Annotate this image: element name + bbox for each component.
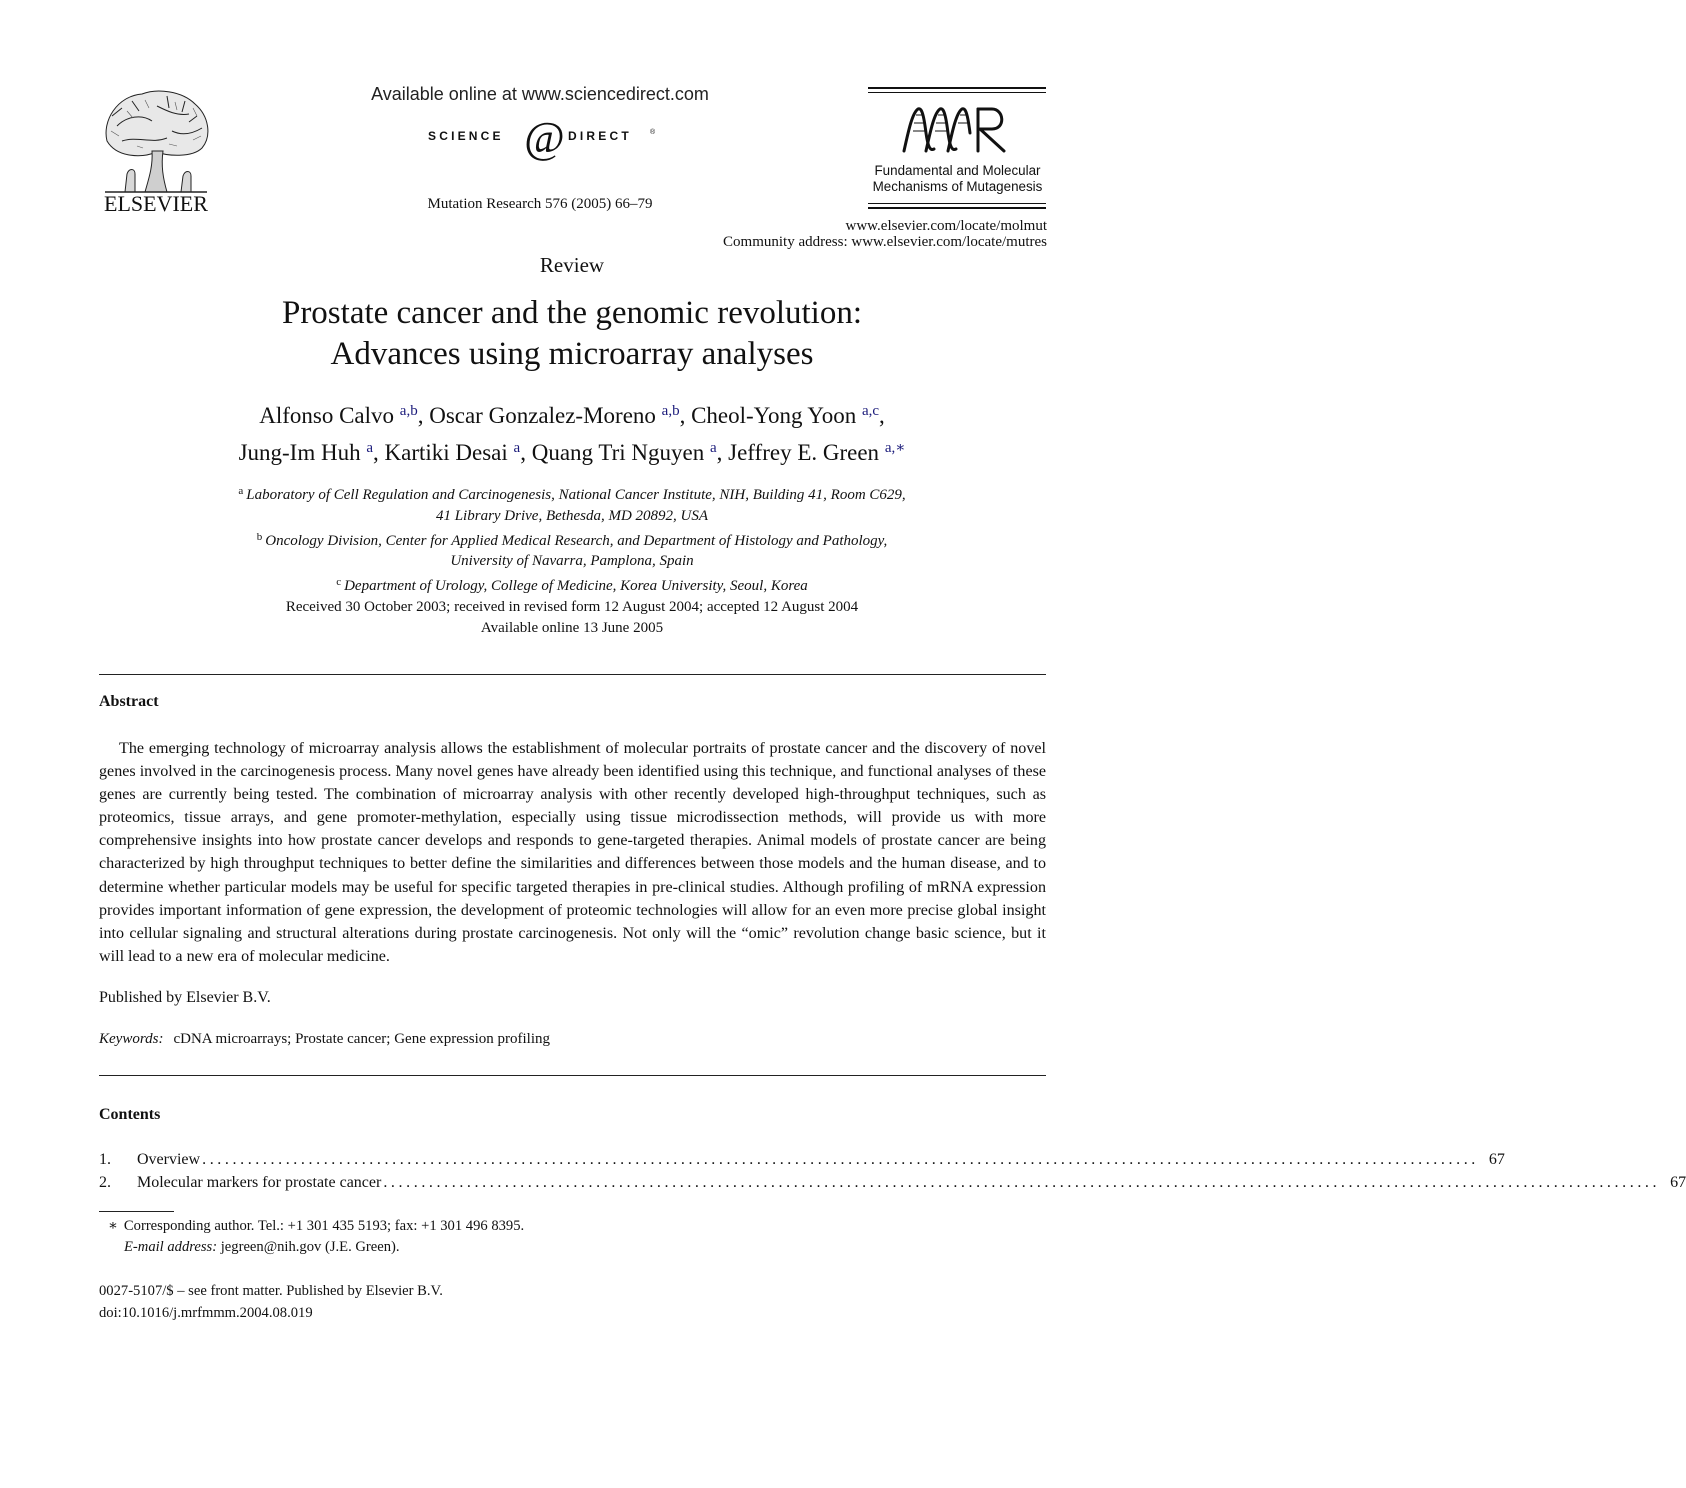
author-separator: , bbox=[417, 403, 430, 428]
affiliation-letter: a bbox=[238, 485, 244, 497]
author-separator: , bbox=[716, 440, 729, 465]
email-address[interactable]: jegreen@nih.gov (J.E. Green). bbox=[220, 1239, 400, 1255]
author-affiliation-marker[interactable]: a,c bbox=[861, 403, 880, 419]
author-affiliation-marker[interactable]: a bbox=[513, 440, 521, 456]
sciencedirect-at-mark: @ bbox=[524, 113, 565, 162]
footnote-marker: ∗ bbox=[108, 1218, 118, 1234]
journal-logo-rule bbox=[868, 87, 1046, 89]
corresponding-author-note bbox=[108, 1217, 524, 1235]
author-separator: , bbox=[679, 403, 692, 428]
toc-entry[interactable] bbox=[99, 1151, 1505, 1173]
horizontal-rule bbox=[99, 1075, 1046, 1076]
received-dates: Received 30 October 2003; received in revised form 12 August 2004; accepted 12 August 2004 bbox=[285, 599, 859, 615]
affiliation-text: Laboratory of Cell Regulation and Carcinogenesis, National Cancer Institute, NIH, Building 41, Room C629, bbox=[246, 487, 906, 503]
author-name: Quang Tri Nguyen bbox=[531, 440, 705, 465]
affiliation-text: University of Navarra, Pamplona, Spain bbox=[450, 553, 694, 570]
author-name: Alfonso Calvo bbox=[259, 403, 395, 428]
email-note bbox=[124, 1239, 400, 1256]
corresponding-author-text: Corresponding author. Tel.: +1 301 435 5193; fax: +1 301 496 8395. bbox=[123, 1218, 525, 1234]
author-name: Cheol-Yong Yoon bbox=[691, 403, 857, 428]
email-label: E-mail address: bbox=[124, 1239, 218, 1255]
article-title-line2: Advances using microarray analyses bbox=[330, 336, 814, 372]
keywords-text: cDNA microarrays; Prostate cancer; Gene expression profiling bbox=[173, 1031, 550, 1047]
affiliation-line bbox=[10, 527, 1134, 552]
affiliation-line bbox=[10, 481, 1134, 506]
article-title bbox=[0, 293, 1134, 375]
journal-reference: Mutation Research 576 (2005) 66–79 bbox=[427, 196, 653, 212]
contents-heading: Contents bbox=[99, 1106, 161, 1123]
horizontal-rule bbox=[99, 674, 1046, 675]
article-title-line1: Prostate cancer and the genomic revolution: bbox=[281, 295, 863, 331]
author-line-1 bbox=[10, 395, 1134, 432]
keywords bbox=[99, 1031, 550, 1048]
doi-line[interactable]: doi:10.1016/j.mrfmmm.2004.08.019 bbox=[99, 1305, 313, 1321]
toc-title: Overview bbox=[137, 1151, 201, 1168]
article-history bbox=[0, 597, 1134, 639]
journal-url[interactable]: www.elsevier.com/locate/molmut bbox=[845, 218, 1047, 234]
toc-number: 1. bbox=[99, 1151, 111, 1168]
mutation-research-logo bbox=[900, 103, 1016, 155]
toc-leader-dots: ........................................................................................................................................................................ bbox=[383, 1174, 1661, 1191]
journal-logo-rule bbox=[868, 92, 1046, 93]
toc-entry[interactable] bbox=[99, 1174, 1686, 1196]
author-name: Oscar Gonzalez-Moreno bbox=[429, 403, 656, 428]
affiliation-text: 41 Library Drive, Bethesda, MD 20892, USA bbox=[435, 507, 709, 524]
svg-text:®: ® bbox=[650, 129, 656, 136]
abstract-body: The emerging technology of microarray analysis allows the establishment of molecular portraits of prostate cancer and the discovery of novel genes involved in the carcinogenesis process. Many novel genes have already been identified using this technique, and functional analyses of these genes are currently being tested. The combination of microarray analysis with other recently developed high-throughput techniques, such as proteomics, tissue arrays, and gene promoter-methylation, especially using tissue microdissection methods, will provide us with more comprehensive insights into how prostate cancer develops and responds to gene-targeted therapies. Animal models of prostate cancer are being characterized by high throughput techniques to better define the similarities and differences between those models and the human disease, and to determine whether particular models may be useful for specific targeted therapies in pre-clinical studies. Although profiling of mRNA expression provides important information of gene expression, the development of proteomic technologies will allow for an even more precise global insight into cellular signaling and structural alterations during prostate carcinogenesis. Not only will the “omic” revolution change basic science, but it will lead to a new era of molecular medicine. bbox=[99, 740, 1046, 965]
affiliation-line bbox=[10, 551, 1134, 572]
journal-logo-title-line1: Fundamental and Molecular bbox=[874, 163, 1041, 178]
author-line-2 bbox=[10, 432, 1134, 469]
abstract-heading: Abstract bbox=[99, 693, 159, 710]
available-online-text: Available online at www.sciencedirect.com bbox=[371, 84, 709, 104]
elsevier-wordmark: ELSEVIER bbox=[104, 191, 208, 216]
affiliation-line bbox=[10, 572, 1134, 597]
author-separator: , bbox=[373, 440, 385, 465]
author-affiliation-marker[interactable]: a bbox=[366, 440, 374, 456]
author-affiliation-marker[interactable]: a,b bbox=[661, 403, 680, 419]
toc-page: 67 bbox=[1488, 1151, 1505, 1168]
affiliation-text: Department of Urology, College of Medicine, Korea University, Seoul, Korea bbox=[344, 578, 808, 595]
author-separator: , bbox=[879, 403, 885, 428]
journal-logo-title bbox=[850, 163, 1065, 195]
author-affiliation-marker[interactable]: a bbox=[709, 440, 717, 456]
journal-logo-rule bbox=[868, 203, 1046, 204]
journal-logo-title-line2: Mechanisms of Mutagenesis bbox=[872, 179, 1043, 194]
affiliation-letter: c bbox=[336, 576, 342, 589]
community-address[interactable]: Community address: www.elsevier.com/locate/mutres bbox=[723, 234, 1047, 250]
affiliation-text: Oncology Division, Center for Applied Medical Research, and Department of Histology and Pathology, bbox=[265, 532, 888, 549]
author-affiliation-marker[interactable]: a,∗ bbox=[884, 440, 906, 456]
journal-logo-rule bbox=[868, 207, 1046, 209]
author-name: Kartiki Desai bbox=[384, 440, 508, 465]
affiliation-letter: b bbox=[256, 530, 263, 543]
sciencedirect-logo bbox=[428, 112, 658, 162]
keywords-label: Keywords: bbox=[99, 1031, 164, 1047]
affiliation-list bbox=[0, 481, 1134, 597]
author-name: Jeffrey E. Green bbox=[728, 440, 880, 465]
toc-title: Molecular markers for prostate cancer bbox=[137, 1174, 382, 1191]
toc-number: 2. bbox=[99, 1174, 111, 1191]
author-list bbox=[0, 395, 1134, 469]
author-affiliation-marker[interactable]: a,b bbox=[399, 403, 418, 419]
author-separator: , bbox=[520, 440, 532, 465]
online-date: Available online 13 June 2005 bbox=[480, 620, 664, 636]
footnote-rule bbox=[99, 1211, 174, 1212]
author-name: Jung-Im Huh bbox=[238, 440, 361, 465]
issn-line: 0027-5107/$ – see front matter. Published by Elsevier B.V. bbox=[99, 1283, 443, 1299]
toc-leader-dots: ........................................................................................................................................................................ bbox=[202, 1151, 1479, 1168]
section-label: Review bbox=[539, 253, 605, 277]
affiliation-line bbox=[10, 506, 1134, 527]
toc-page: 67 bbox=[1670, 1174, 1686, 1191]
sciencedirect-right-text: DIRECT bbox=[568, 129, 632, 143]
published-by: Published by Elsevier B.V. bbox=[99, 989, 271, 1006]
sciencedirect-left-text: SCIENCE bbox=[428, 129, 504, 143]
